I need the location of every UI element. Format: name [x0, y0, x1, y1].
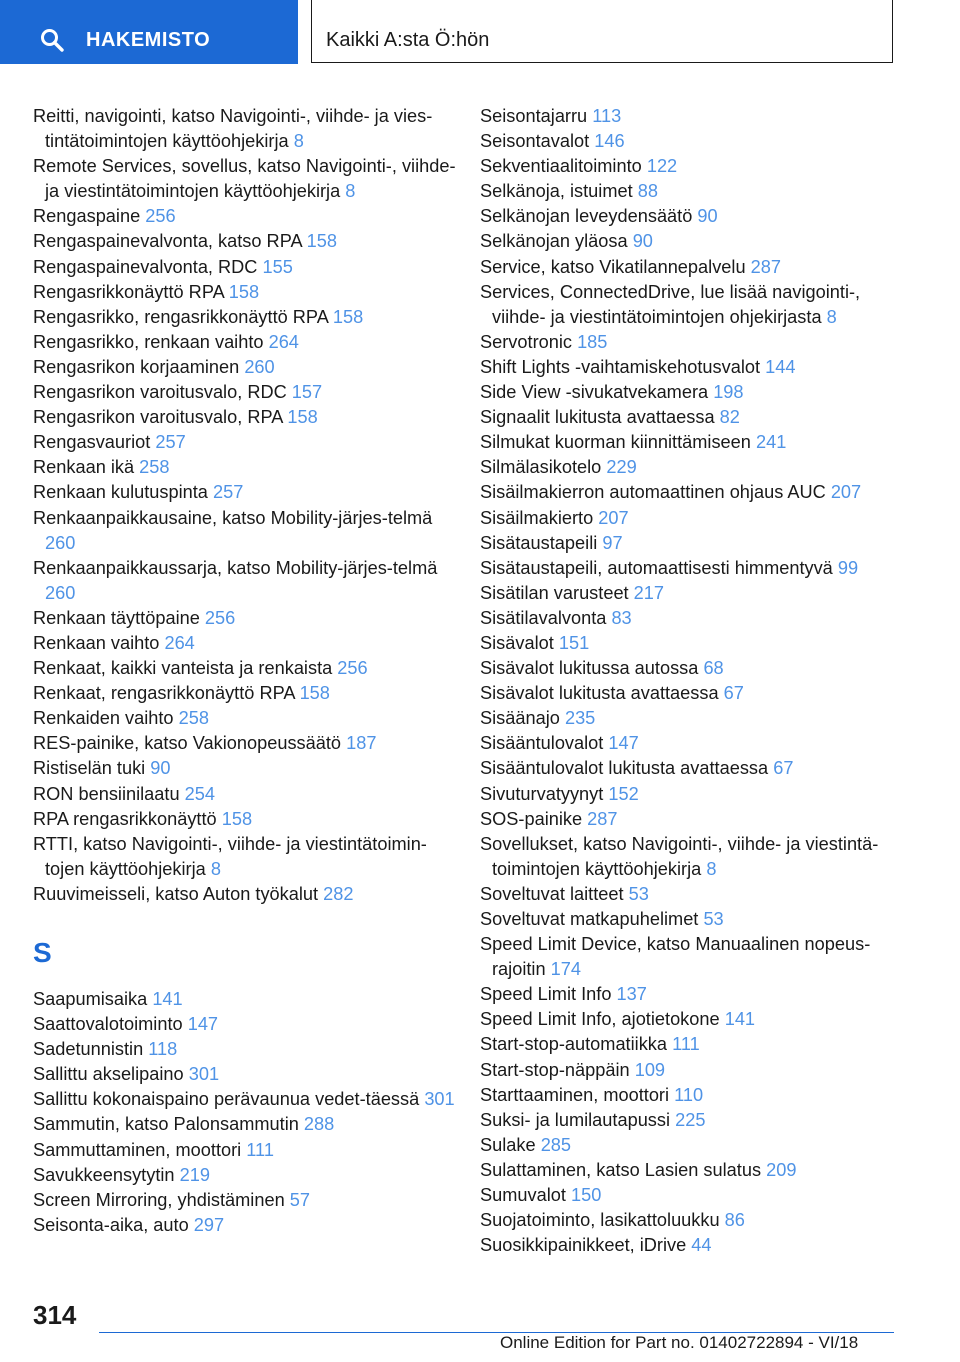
index-entry-page-link[interactable]: 258 [178, 708, 209, 729]
index-entry-text: Signaalit lukitusta avattaessa [480, 407, 715, 428]
index-entry [480, 129, 910, 154]
index-entry-text: Rengaspainevalvonta, katso RPA [33, 231, 302, 252]
index-entry-page-link[interactable]: 8 [706, 858, 717, 879]
index-entry-page-link[interactable]: 67 [723, 683, 744, 704]
index-entry-text: Renkaat, kaikki vanteista ja renkaista [33, 658, 333, 679]
index-entry [480, 1007, 910, 1032]
index-entries-r [33, 104, 463, 907]
index-entry [480, 330, 910, 355]
index-entry-text: Renkaanpaikkaussarja, katso Mobility-järjes-telmä [33, 557, 438, 578]
index-entry-text: Suojatoiminto, lasikattoluukku [480, 1210, 720, 1231]
index-entry-page-link[interactable]: 301 [188, 1064, 220, 1085]
index-entry-text: Services, ConnectedDrive, lue lisää navigointi-, viihde- ja viestintätoimintojen ohjekirjasta [480, 281, 861, 327]
index-entry-page-link[interactable]: 288 [303, 1114, 335, 1135]
index-entry [33, 706, 463, 731]
index-entry-page-link[interactable]: 198 [713, 382, 744, 403]
index-entry [480, 154, 910, 179]
breadcrumb [311, 0, 893, 63]
index-entry-page-link[interactable]: 158 [228, 281, 260, 302]
index-entry [33, 606, 463, 631]
index-entry-text: Saapumisaika [33, 989, 148, 1009]
index-entry-page-link[interactable]: 90 [150, 758, 171, 779]
index-entry-page-link[interactable]: 207 [598, 507, 629, 528]
index-entry-text: Sadetunnistin [33, 1039, 144, 1060]
index-entry-text: Savukkeensytytin [33, 1164, 175, 1185]
index-entry [33, 731, 463, 756]
index-entry-text: Sekventiaalitoiminto [480, 156, 642, 177]
index-entry [480, 355, 910, 380]
index-entry-page-link[interactable]: 256 [145, 206, 176, 227]
index-entry-page-link[interactable]: 260 [244, 356, 275, 377]
index-entry-page-link[interactable]: 260 [45, 582, 76, 603]
index-tab[interactable] [0, 0, 298, 64]
index-entry-page-link[interactable]: 287 [587, 808, 618, 829]
index-entry [480, 832, 910, 882]
index-entry-text: Sulattaminen, katso Lasien sulatus [480, 1159, 762, 1180]
index-entry [480, 1208, 910, 1233]
index-entry-text: Ristiselän tuki [33, 758, 146, 779]
index-entry [33, 1062, 463, 1087]
index-entry [33, 832, 463, 882]
index-entry-text: Renkaan kulutuspinta [33, 482, 208, 503]
index-entry [33, 1188, 463, 1213]
index-entry-page-link[interactable]: 144 [765, 356, 796, 377]
index-entry-text: Rengasvauriot [33, 432, 151, 453]
index-entry-text: Renkaat, rengasrikkonäyttö RPA [33, 683, 295, 704]
index-entry-page-link[interactable]: 122 [646, 156, 678, 177]
index-entry-text: Sisävalot [480, 632, 554, 653]
index-entry-text: Sisätaustapeili, automaattisesti himmentyvä [480, 557, 833, 578]
index-entry-page-link[interactable]: 8 [210, 858, 221, 879]
index-entry-page-link[interactable]: 67 [773, 758, 794, 779]
index-entry-text: Seisontajarru [480, 106, 588, 126]
index-entry [480, 531, 910, 556]
index-entry-page-link[interactable]: 141 [724, 1009, 756, 1030]
index-entry-page-link[interactable]: 110 [674, 1084, 704, 1105]
index-entry-text: Speed Limit Info [480, 984, 612, 1005]
index-entry-page-link[interactable]: 150 [571, 1185, 602, 1206]
index-entry-page-link[interactable]: 141 [152, 989, 183, 1009]
index-entry [33, 631, 463, 656]
index-entry [33, 355, 463, 380]
page-number: 314 [33, 1300, 77, 1330]
index-entry-page-link[interactable]: 241 [755, 432, 787, 453]
index-entry-text: Remote Services, sovellus, katso Navigointi-, viihde- ja viestintätoimintojen käyttöohjekirja [33, 156, 456, 202]
index-entry-text: Rengasrikon korjaaminen [33, 356, 240, 377]
index-entry [33, 480, 463, 505]
index-entry [480, 405, 910, 430]
index-entry [33, 455, 463, 480]
index-entry-page-link[interactable]: 219 [179, 1164, 210, 1185]
index-entry-page-link[interactable]: 109 [634, 1059, 666, 1080]
index-entry [480, 907, 910, 932]
index-entry-page-link[interactable]: 158 [221, 808, 253, 829]
index-entry-page-link[interactable]: 146 [594, 131, 625, 152]
index-entry [480, 1058, 910, 1083]
index-entry [33, 154, 463, 204]
index-entry-page-link[interactable]: 8 [826, 306, 837, 327]
index-entry [33, 305, 463, 330]
index-entry-page-link[interactable]: 287 [750, 256, 781, 277]
index-entry-text: Sisätaustapeili [480, 532, 598, 553]
index-entry [480, 280, 910, 330]
index-entry-text: Speed Limit Info, ajotietokone [480, 1009, 720, 1030]
index-entry [33, 405, 463, 430]
index-entry-text: Sisävalot lukitusta avattaessa [480, 683, 719, 704]
index-entry-page-link[interactable]: 86 [724, 1210, 745, 1231]
index-entry-page-link[interactable]: 158 [287, 407, 318, 428]
index-entry [33, 656, 463, 681]
index-entry [33, 1213, 463, 1238]
index-entry [480, 756, 910, 781]
index-entry [33, 380, 463, 405]
index-entry-text: Selkänoja, istuimet [480, 181, 633, 202]
index-entry-text: RPA rengasrikkonäyttö [33, 808, 217, 829]
index-entry-text: Rengaspaine [33, 206, 141, 227]
index-entry [480, 380, 910, 405]
index-entry [480, 1133, 910, 1158]
index-entry [480, 1083, 910, 1108]
index-entry-text: Soveltuvat matkapuhelimet [480, 909, 699, 929]
index-entry [480, 656, 910, 681]
index-entry [33, 1138, 463, 1163]
index-entry [33, 556, 463, 606]
index-entry-page-link[interactable]: 99 [837, 557, 859, 578]
index-entry [33, 1112, 463, 1137]
index-entry [480, 556, 910, 581]
index-entry-page-link[interactable]: 83 [611, 607, 632, 628]
index-entry-text: SOS-painike [480, 808, 583, 829]
index-entry-text: Sammutin, katso Palonsammutin [33, 1114, 299, 1135]
index-entry-text: Sovellukset, katso Navigointi-, viihde- ja viestintä-toimintojen käyttöohjekirja [480, 833, 879, 879]
index-entry-text: Soveltuvat laitteet [480, 883, 624, 904]
index-entry-page-link[interactable]: 256 [337, 658, 368, 679]
index-entry [480, 1158, 910, 1183]
index-entry-text: Ruuvimeisseli, katso Auton työkalut [33, 883, 319, 904]
index-entry [480, 706, 910, 731]
index-entry-text: Renkaan täyttöpaine [33, 607, 200, 628]
index-entry-page-link[interactable]: 113 [592, 106, 622, 126]
index-entry-text: Rengasrikko, rengasrikkonäyttö RPA [33, 306, 328, 327]
index-entry [480, 631, 910, 656]
index-entry [480, 480, 910, 505]
index-entry [33, 104, 463, 154]
index-entry-page-link[interactable]: 158 [306, 231, 338, 252]
index-entry [480, 229, 910, 254]
index-entry-text: Sulake [480, 1134, 536, 1155]
index-entry-page-link[interactable]: 254 [184, 783, 216, 804]
index-entry [33, 204, 463, 229]
index-entry [33, 330, 463, 355]
index-entry-page-link[interactable]: 256 [204, 607, 236, 628]
index-entry [33, 229, 463, 254]
index-entry-page-link[interactable]: 44 [691, 1235, 712, 1256]
index-entry-text: Sisätilan varusteet [480, 582, 629, 603]
index-entry [480, 255, 910, 280]
index-entry-page-link[interactable]: 82 [719, 407, 740, 428]
index-entry-text: Service, katso Vikatilannepalvelu [480, 256, 746, 277]
index-entry [480, 982, 910, 1007]
index-entry [33, 987, 463, 1012]
index-entry [480, 204, 910, 229]
index-entry-page-link[interactable]: 257 [155, 432, 186, 453]
index-entry-page-link[interactable]: 185 [577, 331, 608, 352]
index-entry [480, 807, 910, 832]
index-entry [33, 807, 463, 832]
index-entry-page-link[interactable]: 147 [187, 1014, 219, 1035]
index-column-left [33, 104, 463, 1238]
footer-edition: Online Edition for Part no. 01402722894 - VI/18 [500, 1333, 859, 1352]
index-entry-text: Sisääntulovalot [480, 733, 604, 754]
index-entry-page-link[interactable]: 147 [608, 733, 639, 754]
index-entry-text: Start-stop-näppäin [480, 1059, 630, 1080]
index-entry-page-link[interactable]: 90 [632, 231, 653, 252]
index-entry-text: Rengaspainevalvonta, RDC [33, 256, 258, 277]
index-entry-page-link[interactable]: 229 [606, 457, 637, 478]
index-entry-page-link[interactable]: 53 [703, 909, 724, 929]
index-entry [480, 430, 910, 455]
index-entry-text: Renkaiden vaihto [33, 708, 174, 729]
index-entry [480, 782, 910, 807]
index-entry-page-link[interactable]: 155 [262, 256, 293, 277]
index-entry-page-link[interactable]: 68 [703, 658, 724, 679]
index-entry-page-link[interactable]: 118 [148, 1039, 178, 1060]
index-entry-text: RTTI, katso Navigointi-, viihde- ja viestintätoimin-tojen käyttöohjekirja [33, 833, 427, 879]
index-entry-text: Silmälasikotelo [480, 457, 602, 478]
index-entry-page-link[interactable]: 97 [602, 532, 623, 553]
index-entries-s [33, 987, 463, 1238]
section-letter: S [33, 937, 52, 968]
index-entry-page-link[interactable]: 297 [193, 1214, 225, 1235]
index-entry-text: Sisääntulovalot lukitusta avattaessa [480, 758, 769, 779]
index-entry-page-link[interactable]: 174 [550, 959, 581, 980]
index-entry-text: Servotronic [480, 331, 572, 352]
index-entry-page-link[interactable]: 207 [830, 482, 862, 503]
index-entry-text: Rengasrikkonäyttö RPA [33, 281, 224, 302]
index-entry-text: Sisäilmakierron automaattinen ohjaus AUC [480, 482, 826, 503]
index-entry-page-link[interactable]: 282 [323, 883, 354, 904]
index-entry-text: Start-stop-automatiikka [480, 1034, 667, 1055]
index-entry-text: Sammuttaminen, moottori [33, 1139, 242, 1160]
index-entry [480, 882, 910, 907]
index-entry [480, 1032, 910, 1057]
index-entry-text: Sallittu akselipaino [33, 1064, 184, 1085]
index-entry-text: Seisontavalot [480, 131, 590, 152]
index-entry-text: RES-painike, katso Vakionopeussäätö [33, 733, 342, 754]
index-entry-page-link[interactable]: 264 [164, 632, 195, 653]
index-entry [480, 179, 910, 204]
index-entry-page-link[interactable]: 111 [246, 1139, 274, 1160]
index-entry-text: Rengasrikko, renkaan vaihto [33, 331, 264, 352]
index-entry-text: Selkänojan yläosa [480, 231, 628, 252]
index-entry-page-link[interactable]: 157 [291, 382, 323, 403]
index-entry-page-link[interactable]: 88 [637, 181, 658, 202]
index-entry-page-link[interactable]: 187 [346, 733, 377, 754]
index-entry-page-link[interactable]: 151 [558, 632, 590, 653]
index-entry-page-link[interactable]: 57 [289, 1189, 310, 1210]
index-entry-text: Sivuturvatyynyt [480, 783, 604, 804]
index-entry-page-link[interactable]: 264 [268, 331, 299, 352]
index-entry [33, 255, 463, 280]
index-entry [33, 1037, 463, 1062]
index-entry [33, 782, 463, 807]
index-entry-text: Suosikkipainikkeet, iDrive [480, 1235, 687, 1256]
index-entry-text: Saattovalotoiminto [33, 1014, 183, 1035]
index-entry-page-link[interactable]: 111 [672, 1034, 700, 1055]
index-entry-page-link[interactable]: 235 [564, 708, 596, 729]
index-entry [480, 104, 910, 129]
index-entry-text: Rengasrikon varoitusvalo, RDC [33, 382, 287, 403]
index-entry [480, 581, 910, 606]
index-entry-text: Rengasrikon varoitusvalo, RPA [33, 407, 283, 428]
index-entry-page-link[interactable]: 209 [766, 1159, 797, 1180]
index-column-right [480, 104, 910, 1258]
index-entry-page-link[interactable]: 53 [628, 883, 649, 904]
index-entry-text: Side View -sivukatvekamera [480, 382, 709, 403]
index-entry [33, 681, 463, 706]
index-entry-text: Sisäänajo [480, 708, 560, 729]
index-entry-page-link[interactable]: 152 [608, 783, 639, 804]
index-entry-text: Speed Limit Device, katso Manuaalinen nopeus-rajoitin [480, 934, 871, 980]
index-entry-text: Seisonta-aika, auto [33, 1214, 189, 1235]
index-entry [33, 1163, 463, 1188]
index-entry [33, 506, 463, 556]
index-entry [480, 932, 910, 982]
index-entry [33, 882, 463, 907]
index-entry-page-link[interactable]: 257 [212, 482, 244, 503]
index-entry [33, 756, 463, 781]
index-entry-page-link[interactable]: 285 [540, 1134, 572, 1155]
index-entry-text: RON bensiinilaatu [33, 783, 180, 804]
index-entry-page-link[interactable]: 90 [697, 206, 718, 227]
index-entry-page-link[interactable]: 158 [299, 683, 330, 704]
index-tab-label: HAKEMISTO [86, 29, 211, 51]
index-entry-text: Silmukat kuorman kiinnittämiseen [480, 432, 751, 453]
index-entry [33, 280, 463, 305]
index-entry [33, 430, 463, 455]
index-entry-text: Screen Mirroring, yhdistäminen [33, 1189, 285, 1210]
index-entry-page-link[interactable]: 8 [293, 131, 304, 152]
index-entry-page-link[interactable]: 137 [616, 984, 647, 1005]
index-entry-page-link[interactable]: 158 [332, 306, 364, 327]
index-entry-text: Selkänojan leveydensäätö [480, 206, 693, 227]
index-entry-text: Sumuvalot [480, 1185, 566, 1206]
index-entry-text: Renkaan ikä [33, 457, 135, 478]
index-entry-page-link[interactable]: 301 [424, 1089, 455, 1110]
index-entry-page-link[interactable]: 225 [675, 1109, 706, 1130]
index-entry [33, 1087, 463, 1112]
index-entry-page-link[interactable]: 258 [139, 457, 170, 478]
index-entry-page-link[interactable]: 260 [45, 532, 76, 553]
index-entry [480, 731, 910, 756]
index-entry-text: Sisätilavalvonta [480, 607, 607, 628]
index-entry-text: Reitti, navigointi, katso Navigointi-, viihde- ja vies-tintätoimintojen käyttöohjekirja [33, 106, 433, 152]
index-entry [480, 606, 910, 631]
index-entry [480, 455, 910, 480]
index-entry [480, 681, 910, 706]
index-entries-s-continued [480, 104, 910, 1258]
index-entry-text: Renkaan vaihto [33, 632, 160, 653]
index-entry [480, 1108, 910, 1133]
index-entry-text: Starttaaminen, moottori [480, 1084, 670, 1105]
index-entry-text: Shift Lights -vaihtamiskehotusvalot [480, 356, 761, 377]
index-entry-page-link[interactable]: 217 [633, 582, 665, 603]
search-icon [40, 28, 64, 52]
index-entry-text: Sisävalot lukitussa autossa [480, 658, 699, 679]
index-entry [480, 506, 910, 531]
index-entry [33, 1012, 463, 1037]
breadcrumb-label: Kaikki A:sta Ö:hön [326, 29, 490, 51]
index-entry-text: Sallittu kokonaispaino perävaunua vedet-täessä [33, 1089, 420, 1110]
index-entry-page-link[interactable]: 8 [345, 181, 356, 202]
index-entry-text: Sisäilmakierto [480, 507, 594, 528]
index-entry [480, 1233, 910, 1258]
index-entry [480, 1183, 910, 1208]
index-entry-text: Suksi- ja lumilautapussi [480, 1109, 671, 1130]
index-entry-text: Renkaanpaikkausaine, katso Mobility-järjes-telmä [33, 507, 433, 528]
